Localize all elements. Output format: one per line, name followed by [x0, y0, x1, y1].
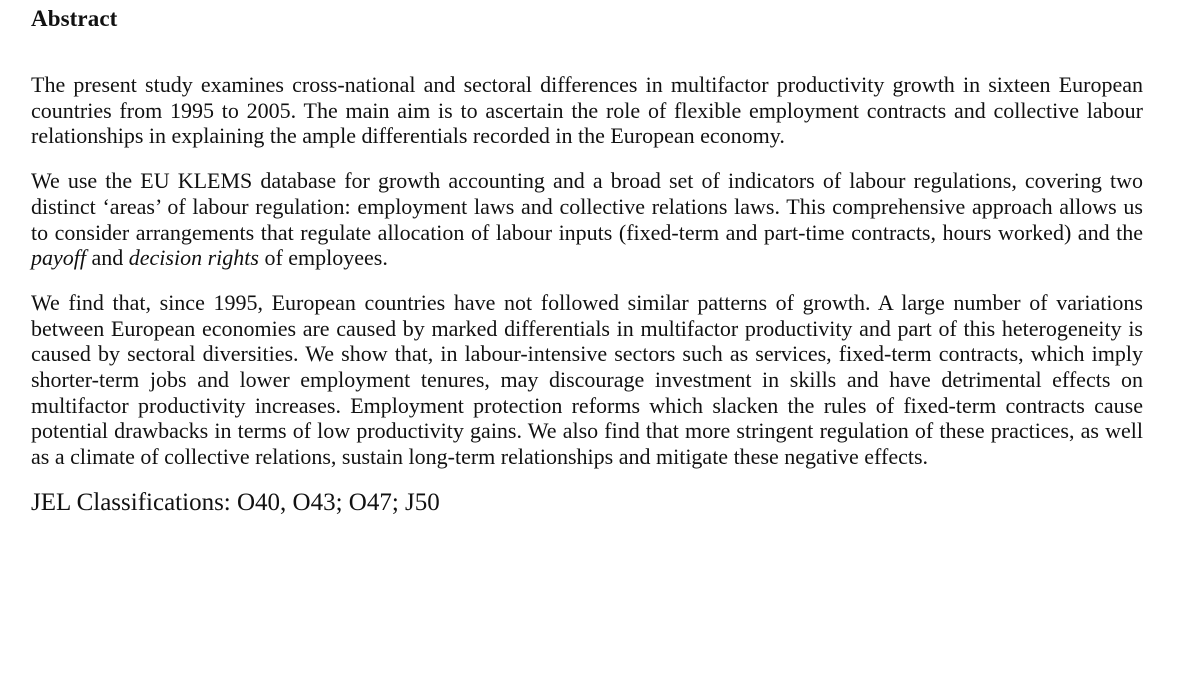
paragraph-2-text-start: We use the EU KLEMS database for growth accounting and a broad set of indicators of labour regulations, covering two distinct ‘areas’ of labour regulation: employment laws and collective relations laws. This comprehensive approach allows us to consider arrangements that regulate allocation of labour inputs (fixed-term and part-time contracts, hours worked) and the — [31, 168, 1143, 245]
abstract-paragraph-3: We find that, since 1995, European countries have not followed similar patterns of growth. A large number of variations between European economies are caused by marked differentials in multifactor productivity and part of this heterogeneity is caused by sectoral diversities. We show that, in labour-intensive sectors such as services, fixed-term contracts, which imply shorter-term jobs and lower employment tenures, may discourage investment in skills and have detrimental effects on multifactor productivity increases. Employment protection reforms which slacken the rules of fixed-term contracts cause potential drawbacks in terms of low productivity gains. We also find that more stringent regulation of these practices, as well as a climate of collective relations, sustain long-term relationships and mitigate these negative effects. — [31, 289, 1143, 470]
jel-classifications: JEL Classifications: O40, O43; O47; J50 — [31, 488, 440, 516]
paragraph-2-text-between: and — [86, 245, 129, 271]
abstract-page — [31, 0, 1143, 518]
abstract-paragraph-2 — [31, 168, 1143, 271]
abstract-heading: Abstract — [31, 6, 118, 31]
italic-term-payoff: payoff — [31, 245, 86, 271]
paragraph-2-text-end: of employees. — [258, 245, 388, 271]
italic-term-decision-rights: decision rights — [128, 245, 259, 271]
abstract-paragraph-1: The present study examines cross-national and sectoral differences in multifactor productivity growth in sixteen European countries from 1995 to 2005. The main aim is to ascertain the role of flexible employment contracts and collective labour relationships in explaining the ample differentials recorded in the European economy. — [31, 72, 1143, 149]
